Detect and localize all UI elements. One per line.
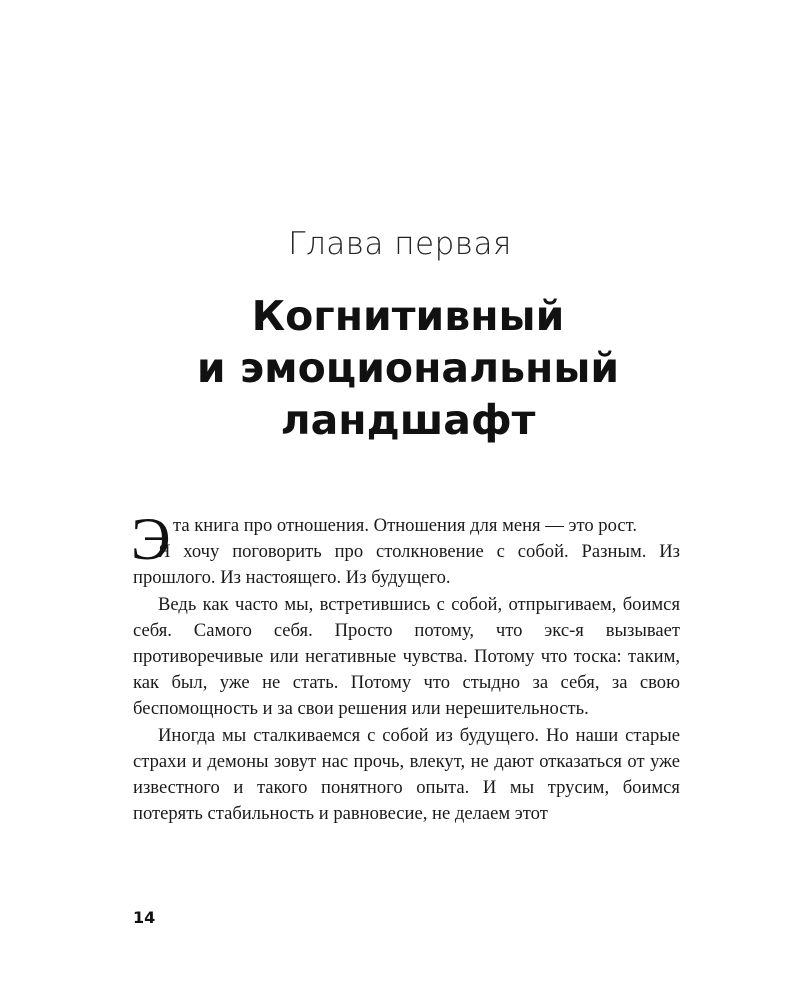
paragraph-4: Иногда мы сталкиваемся с собой из будущего. Но наши старые страхи и демоны зовут нас прочь, влекут, не дают отказаться от уже известного и такого понятного опыта. И мы трусим, боимся потерять стабильность и равновесие, не делаем этот — [133, 724, 680, 825]
chapter-title-line-1: Когнитивный — [251, 292, 565, 340]
chapter-title-line-3: ландшафт — [280, 396, 536, 444]
chapter-title-line-2: и эмоциональный — [196, 344, 620, 392]
chapter-title — [0, 290, 800, 446]
chapter-label: Глава первая — [288, 226, 512, 262]
paragraph-2: Я хочу поговорить про столкновение с собой. Разным. Из прошлого. Из настоящего. Из будущего. — [133, 541, 680, 589]
paragraph-1-text: та книга про отношения. Отношения для меня — это рост. — [173, 515, 637, 536]
page-number: 14 — [133, 908, 156, 927]
paragraph-3: Ведь как часто мы, встретившись с собой, отпрыгиваем, боимся себя. Самого себя. Просто потому, что экс-я вызывает противоречивые или негативные чувства. Потому что тоска: таким, как был, уже не стать. Потому что стыдно за себя, за свою беспомощность и за свои решения или нерешительность. — [133, 593, 680, 720]
drop-cap: Э — [131, 506, 171, 572]
body-text — [131, 506, 680, 827]
